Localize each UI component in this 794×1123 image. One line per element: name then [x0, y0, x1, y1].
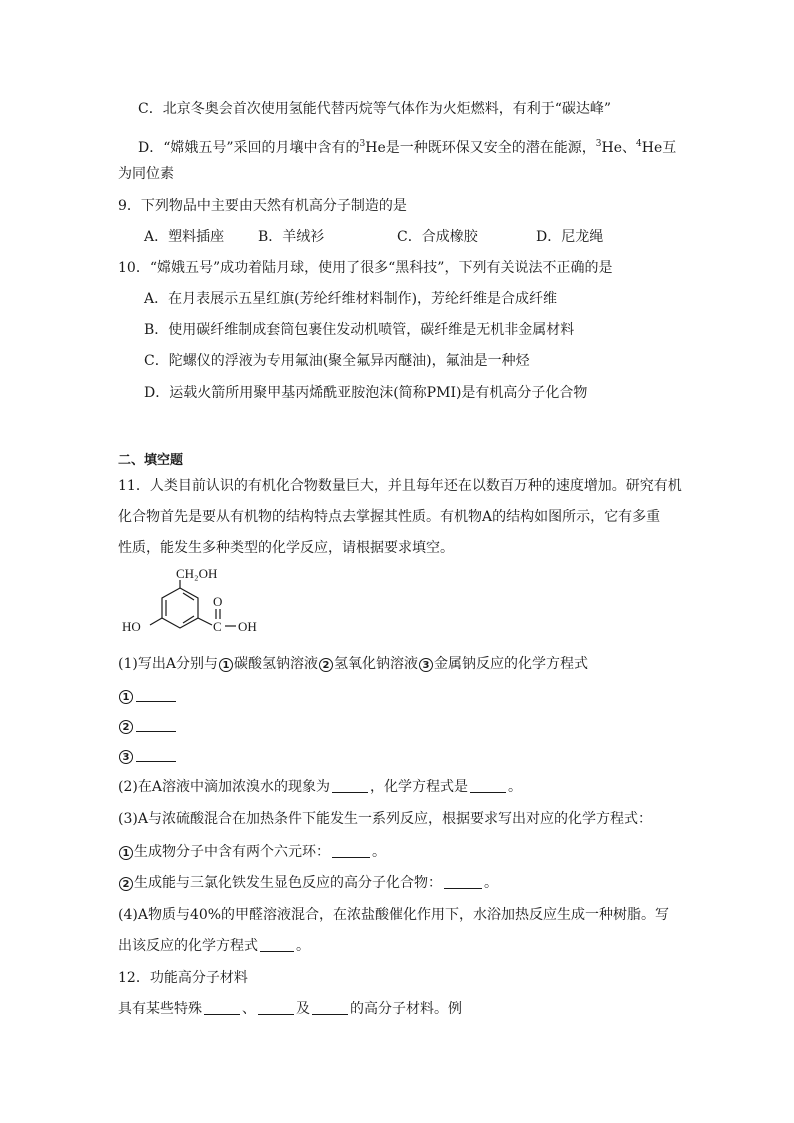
q9-option-a: A．塑料插座 [144, 229, 225, 245]
answer-blank[interactable] [260, 937, 294, 952]
q9-option-b: B．羊绒衫 [258, 229, 325, 245]
circled-number-3: 3 [119, 750, 133, 764]
he4-symbol: He [641, 140, 663, 156]
cooh-bond [198, 618, 212, 625]
ho-label: HO [122, 619, 141, 634]
q11-part-4-text: 出该反应的化学方程式 [118, 938, 258, 954]
compound-a-structure-diagram [118, 566, 278, 646]
q11-part-2-text-3: 。 [507, 779, 522, 795]
circled-number-3: 3 [419, 658, 433, 672]
answer-line-1 [118, 686, 178, 706]
period: 。 [484, 875, 498, 891]
q9-option-d: D．尼龙绳 [536, 229, 604, 245]
q10-option-c: C．陀螺仪的浮液为专用氟油(聚全氟异丙醚油)，氟油是一种烃 [144, 353, 530, 369]
answer-blank[interactable] [136, 747, 176, 762]
q11-part-3-2-text: 生成能与三氯化铁发生显色反应的高分子化合物： [134, 875, 442, 891]
q8-option-d [138, 134, 676, 158]
answer-blank[interactable] [136, 717, 176, 732]
circled-number-2: 2 [119, 720, 133, 734]
q11-part-1-text: (1)写出A分别与 [118, 656, 218, 672]
q12-text-1: 具有某些特殊 [118, 1001, 202, 1017]
circled-number-1: 1 [119, 690, 133, 704]
q11-stem-line-2: 化合物首先是要从有机物的结构特点去掌握其性质。有机物A的结构如图所示，它有多重 [118, 509, 661, 525]
q11-part-2-text-1: (2)在A溶液中滴加浓溴水的现象为 [118, 779, 330, 795]
answer-blank[interactable] [332, 778, 368, 793]
q11-part-4-line-1: (4)A物质与40%的甲醛溶液混合，在浓盐酸催化作用下，水浴加热反应生成一种树脂。写 [118, 907, 670, 923]
answer-line-3 [118, 746, 178, 766]
circled-number-1: 1 [219, 658, 233, 672]
q11-part-3-2 [118, 873, 498, 893]
answer-blank[interactable] [204, 1000, 240, 1015]
circled-number-2: 2 [319, 658, 333, 672]
period: 。 [372, 844, 386, 860]
period: 。 [296, 938, 310, 954]
answer-blank[interactable] [258, 1000, 294, 1015]
q11-part-2-text-2: ，化学方程式是 [369, 779, 468, 795]
q12-line [118, 999, 462, 1019]
circled-number-1: 1 [119, 846, 133, 860]
he3-mass-number: 3 [359, 139, 366, 149]
he3-symbol: He [365, 140, 386, 156]
q11-part-3: (3)A与浓硫酸混合在加热条件下能发生一系列反应，根据要求写出对应的化学方程式： [118, 811, 652, 827]
q9-option-c: C．合成橡胶 [397, 229, 478, 245]
q11-part-3-1-text: 生成物分子中含有两个六元环： [134, 844, 330, 860]
q8-option-d-text-1: D．“嫦娥五号”采回的月壤中含有的 [138, 140, 360, 156]
q8-option-d-continued: 为同位素 [118, 166, 174, 182]
q10-option-b: B．使用碳纤维制成套筒包裹住发动机喷管，碳纤维是无机非金属材料 [144, 322, 575, 338]
circled-number-2: 2 [119, 877, 133, 891]
reagent-1: 碳酸氢钠溶液 [233, 656, 318, 672]
q12-title: 12．功能高分子材料 [118, 970, 248, 986]
q8-option-d-text-2: 是一种既环保又安全的潜在能源， [385, 140, 596, 156]
answer-blank[interactable] [332, 843, 370, 858]
ch2oh-label: CH₂OH [176, 566, 218, 581]
answer-blank[interactable] [470, 778, 506, 793]
q10-option-a: A．在月表展示五星红旗(芳纶纤维材料制作)，芳纶纤维是合成纤维 [144, 291, 558, 307]
answer-blank[interactable] [444, 874, 482, 889]
he4-mass-number: 4 [636, 139, 642, 149]
q10-stem: 10．“嫦娥五号”成功着陆月球，使用了很多“黑科技”，下列有关说法不正确的是 [118, 260, 613, 276]
q11-part-4-line-2 [118, 936, 310, 956]
q12-text-4: 的高分子材料。例 [350, 1001, 462, 1017]
q11-part-3-1 [118, 842, 386, 862]
carbonyl-o-label: O [213, 594, 223, 609]
answer-blank[interactable] [312, 1000, 348, 1015]
q8-option-d-text-3: 互 [662, 140, 677, 156]
carboxyl-oh-label: OH [238, 619, 257, 634]
benzene-ring [162, 588, 198, 628]
section-heading: 二、填空题 [118, 453, 184, 468]
q11-part-2 [118, 777, 522, 797]
ho-bond [150, 618, 162, 625]
carboxyl-c-label: C [213, 619, 222, 634]
q8-option-c: C．北京冬奥会首次使用氢能代替丙烷等气体作为火炬燃料，有利于“碳达峰” [138, 101, 612, 117]
reagent-3: 金属钠反应的化学方程式 [433, 656, 588, 672]
he3b-symbol: He、 [601, 140, 637, 156]
q10-option-d: D．运载火箭所用聚甲基丙烯酰亚胺泡沫(简称PMI)是有机高分子化合物 [144, 385, 588, 401]
he3b-mass-number: 3 [595, 139, 602, 149]
q11-stem-line-1: 11．人类目前认识的有机化合物数量巨大，并且每年还在以数百万种的速度增加。研究有机 [118, 478, 682, 494]
q9-stem: 9．下列物品中主要由天然有机高分子制造的是 [118, 198, 407, 214]
answer-blank[interactable] [136, 687, 176, 702]
q11-stem-line-3: 性质，能发生多种类型的化学反应，请根据要求填空。 [118, 540, 454, 556]
q12-text-3: 及 [296, 1001, 310, 1017]
reagent-2: 氢氧化钠溶液 [333, 656, 418, 672]
answer-line-2 [118, 716, 178, 736]
q12-text-2: 、 [242, 1001, 256, 1017]
q11-part-1 [118, 654, 588, 674]
